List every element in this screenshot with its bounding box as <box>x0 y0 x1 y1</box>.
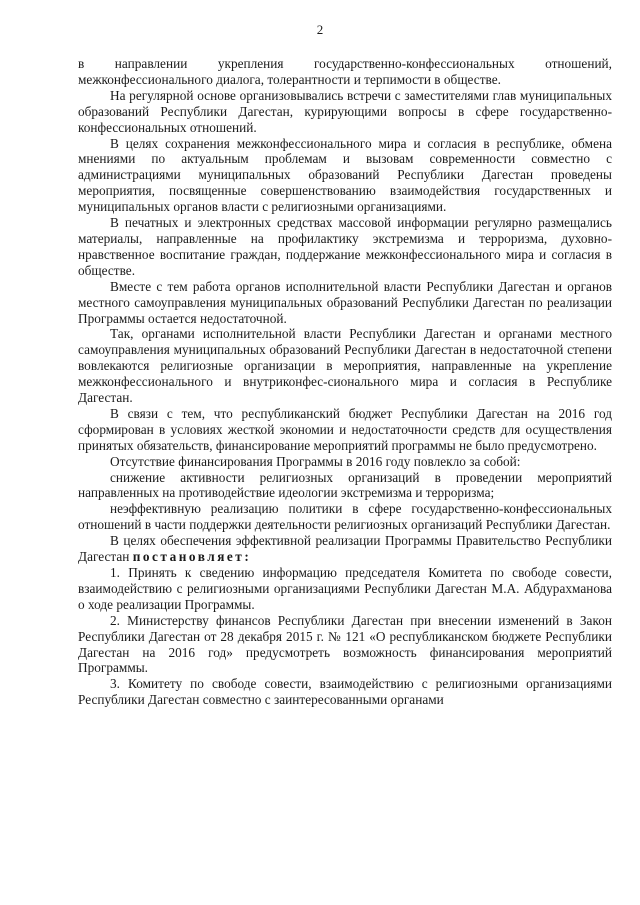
paragraph: На регулярной основе организовывались встречи с заместителями глав муниципальных образований Республики Дагестан, курирующими вопросы в сфере государственно-конфессиональных отношений. <box>78 87 612 135</box>
resolution-item: 1. Принять к сведению информацию председателя Комитета по свободе совести, взаимодействию с религиозными организациями Республики Дагестан М.А. Абдурахманова о ходе реализации Программы. <box>78 565 612 612</box>
page-number: 2 <box>316 22 324 37</box>
paragraph: Отсутствие финансирования Программы в 2016 году повлекло за собой: <box>110 453 521 469</box>
resolution-paragraph <box>78 533 612 565</box>
paragraph: неэффективную реализацию политики в сфере государственно-конфессиональных отношений в части поддержки деятельности религиозных организаций Республики Дагестан. <box>78 501 612 533</box>
resolution-item: 2. Министерству финансов Республики Дагестан при внесении изменений в Закон Республики Дагестан от 28 декабря 2015 г. № 121 «О республиканском бюджете Республики Дагестан на 2016 год» предусмотреть возможность финансирования мероприятий Программы. <box>78 612 612 676</box>
paragraph: снижение активности религиозных организаций в проведении мероприятий направленных на противодействие идеологии экстремизма и терроризма; <box>78 469 612 501</box>
paragraph: Так, органами исполнительной власти Республики Дагестан и органами местного самоуправления муниципальных образований Республики Дагестан в недостаточной степени вовлекаются религиозные организации в мероприятия, направленные на укрепление межконфессионального и внутриконфес-сионального мира и согласия в Республике Дагестан. <box>78 326 612 406</box>
paragraph: В целях сохранения межконфессионального мира и согласия в республике, обмена мнениями по актуальным проблемам и вызовам современности совместно с администрациями муниципальных образований Республики Дагестан проведены мероприятия, посвященные совершенствованию взаимодействия государственных и муниципальных органов власти с религиозными организациями. <box>78 135 612 215</box>
resolution-keyword: постановляет: <box>132 549 252 565</box>
resolution-intro: В целях обеспечения эффективной реализации Программы Правительство Республики Дагестан <box>78 533 612 565</box>
paragraph: В связи с тем, что республиканский бюджет Республики Дагестан на 2016 год сформирован в условиях жесткой экономии и недостаточности средств для осуществления принятых обязательств, финансирование мероприятий программы не было предусмотрено. <box>78 405 612 453</box>
paragraph: в направлении укрепления государственно-конфессиональных отношений, межконфессионального диалога, толерантности и терпимости в обществе. <box>78 56 612 87</box>
resolution-item: 3. Комитету по свободе совести, взаимодействию с религиозными организациями Республики Дагестан совместно с заинтересованными органами <box>78 676 612 708</box>
paragraph: Вместе с тем работа органов исполнительной власти Республики Дагестан и органов местного самоуправления муниципальных образований Республики Дагестан по реализации Программы остается недостаточной. <box>78 278 612 326</box>
paragraph: В печатных и электронных средствах массовой информации регулярно размещались материалы, направленные на профилактику экстремизма и терроризма, духовно-нравственное воспитание граждан, поддержание межконфессионального мира и согласия в обществе. <box>78 215 612 278</box>
